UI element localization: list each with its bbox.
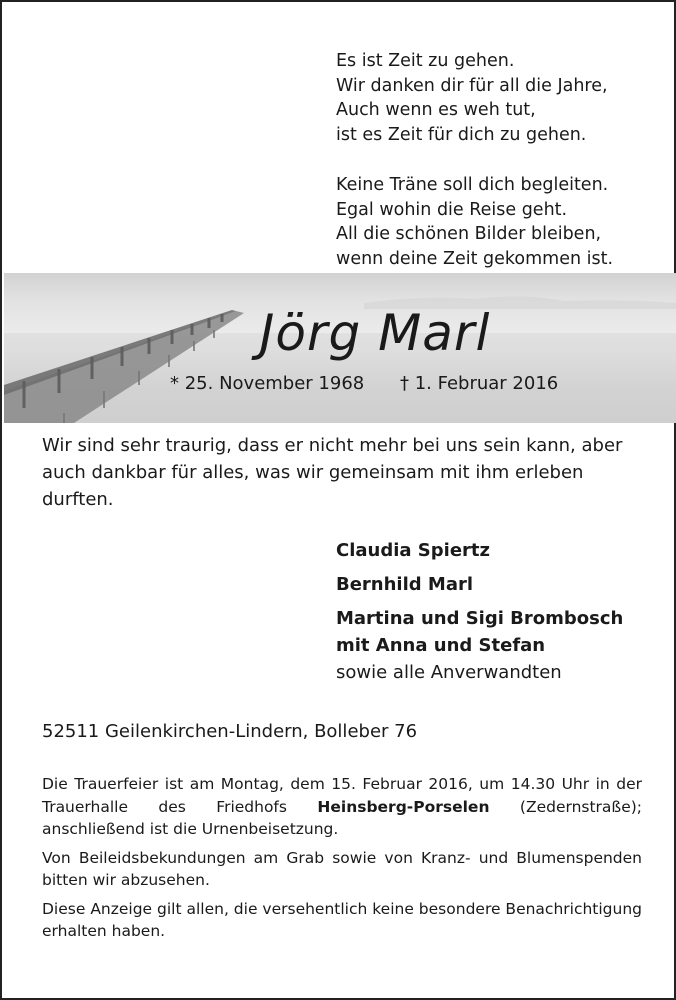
funeral-info-part1: Die Trauerfeier ist am Montag, dem 15. Februar 2016, um 14.30 Uhr in der Trauerhalle des Friedhofs xyxy=(42,775,642,816)
poem-line: Keine Träne soll dich begleiten. xyxy=(336,175,609,195)
poem-stanza-2 xyxy=(336,173,656,271)
poem-stanza-1 xyxy=(336,49,656,147)
life-dates xyxy=(170,373,558,394)
mourners-others: sowie alle Anverwandten xyxy=(336,662,562,683)
mourners-list xyxy=(336,537,666,686)
mourner-name: Bernhild Marl xyxy=(336,574,474,595)
poem-line: ist es Zeit für dich zu gehen. xyxy=(336,124,587,145)
poem-line: Auch wenn es weh tut, xyxy=(336,100,536,120)
death-date: † 1. Februar 2016 xyxy=(399,373,559,394)
poem-line: Wir danken dir für all die Jahre, xyxy=(336,75,608,96)
poem-line: wenn deine Zeit gekommen ist. xyxy=(336,248,614,269)
mourner-name: Martina und Sigi Brombosch xyxy=(336,608,624,629)
funeral-notice xyxy=(42,773,642,949)
condolences-note: Von Beileidsbekundungen am Grab sowie von Kranz- und Blumenspenden bitten wir abzusehen. xyxy=(42,848,642,889)
poem-line: All die schönen Bilder bleiben, xyxy=(336,224,602,244)
family-address: 52511 Geilenkirchen-Lindern, Bolleber 76 xyxy=(42,721,418,742)
birth-date: * 25. November 1968 xyxy=(170,373,365,394)
mourner-name: mit Anna und Stefan xyxy=(336,635,546,656)
poem-line: Es ist Zeit zu gehen. xyxy=(336,51,515,71)
intro-text: Wir sind sehr traurig, dass er nicht mehr bei uns sein kann, aber auch dankbar für alles, was wir gemeinsam mit ihm erleben durften. xyxy=(42,435,623,510)
notification-note: Diese Anzeige gilt allen, die versehentlich keine besondere Benachrichtigung erhalten haben. xyxy=(42,899,643,940)
funeral-info-part2: (Zedernstraße); anschließend ist die Urnenbeisetzung. xyxy=(42,797,642,838)
poem-line: Egal wohin die Reise geht. xyxy=(336,199,568,220)
pier-banner-image xyxy=(4,273,676,423)
mourner-name: Claudia Spiertz xyxy=(336,540,490,561)
funeral-info xyxy=(42,773,642,841)
deceased-name: Jörg Marl xyxy=(259,304,491,362)
cemetery-name: Heinsberg-Porselen xyxy=(317,797,490,816)
